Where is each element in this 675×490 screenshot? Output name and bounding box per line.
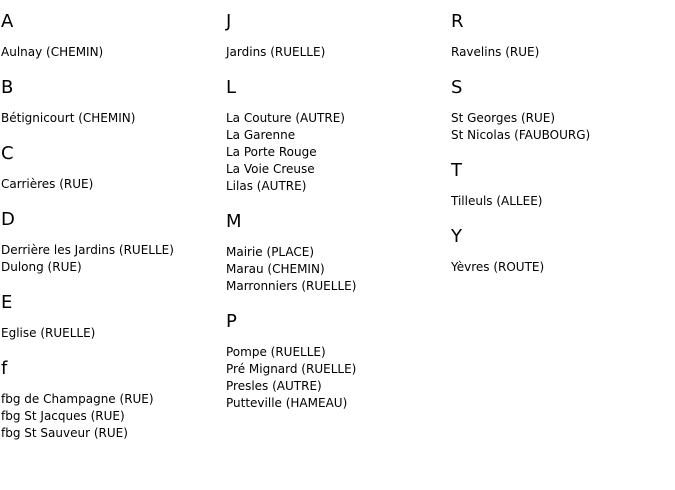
letter-heading: C: [1, 143, 14, 164]
letter-heading: P: [226, 311, 237, 332]
street-link[interactable]: Derrière les Jardins (RUELLE): [1, 243, 174, 257]
street-link[interactable]: Putteville (HAMEAU): [226, 396, 348, 410]
street-link[interactable]: Ravelins (RUE): [451, 45, 540, 59]
street-link[interactable]: fbg de Champagne (RUE): [1, 392, 154, 406]
street-link[interactable]: Bétignicourt (CHEMIN): [1, 111, 136, 125]
letter-group: [1, 208, 223, 276]
letter-group: [226, 210, 448, 295]
letter-heading: f: [1, 358, 8, 379]
letter-group: [451, 225, 673, 276]
street-link[interactable]: Pompe (RUELLE): [226, 345, 326, 359]
street-link[interactable]: fbg St Jacques (RUE): [1, 409, 125, 423]
street-link[interactable]: Tilleuls (ALLEE): [451, 194, 543, 208]
letter-group: [1, 10, 223, 61]
letter-heading: E: [1, 292, 13, 313]
street-link[interactable]: La Porte Rouge: [226, 145, 317, 159]
street-link[interactable]: Presles (AUTRE): [226, 379, 322, 393]
street-link[interactable]: Marronniers (RUELLE): [226, 279, 357, 293]
street-link[interactable]: Dulong (RUE): [1, 260, 82, 274]
letter-heading: R: [451, 11, 464, 32]
letter-heading: Y: [451, 226, 462, 247]
street-link[interactable]: St Nicolas (FAUBOURG): [451, 128, 591, 142]
letter-heading: B: [1, 77, 14, 98]
street-link[interactable]: La Garenne: [226, 128, 296, 142]
letter-group: [1, 291, 223, 342]
letter-group: [1, 357, 223, 442]
letter-heading: M: [226, 211, 242, 232]
letter-group: [451, 76, 673, 144]
letter-group: [226, 310, 448, 412]
street-link[interactable]: Aulnay (CHEMIN): [1, 45, 104, 59]
letter-group: [1, 76, 223, 127]
index-column-3: [451, 10, 673, 291]
letter-heading: A: [1, 11, 14, 32]
letter-group: [451, 10, 673, 61]
street-link[interactable]: La Voie Creuse: [226, 162, 315, 176]
index-column-1: [1, 10, 223, 457]
street-link[interactable]: Yèvres (ROUTE): [451, 260, 545, 274]
letter-group: [226, 76, 448, 195]
street-link[interactable]: St Georges (RUE): [451, 111, 556, 125]
street-link[interactable]: Carrières (RUE): [1, 177, 94, 191]
street-link[interactable]: Jardins (RUELLE): [226, 45, 326, 59]
letter-heading: L: [226, 77, 237, 98]
letter-heading: T: [451, 160, 462, 181]
letter-heading: D: [1, 209, 15, 230]
street-link[interactable]: Pré Mignard (RUELLE): [226, 362, 357, 376]
street-link[interactable]: Lilas (AUTRE): [226, 179, 307, 193]
street-link[interactable]: Marau (CHEMIN): [226, 262, 325, 276]
letter-heading: S: [451, 77, 463, 98]
street-link[interactable]: fbg St Sauveur (RUE): [1, 426, 128, 440]
letter-group: [1, 142, 223, 193]
street-link[interactable]: La Couture (AUTRE): [226, 111, 345, 125]
street-link[interactable]: Eglise (RUELLE): [1, 326, 96, 340]
street-link[interactable]: Mairie (PLACE): [226, 245, 315, 259]
letter-heading: J: [226, 11, 232, 32]
index-column-2: [226, 10, 448, 427]
letter-group: [226, 10, 448, 61]
letter-group: [451, 159, 673, 210]
